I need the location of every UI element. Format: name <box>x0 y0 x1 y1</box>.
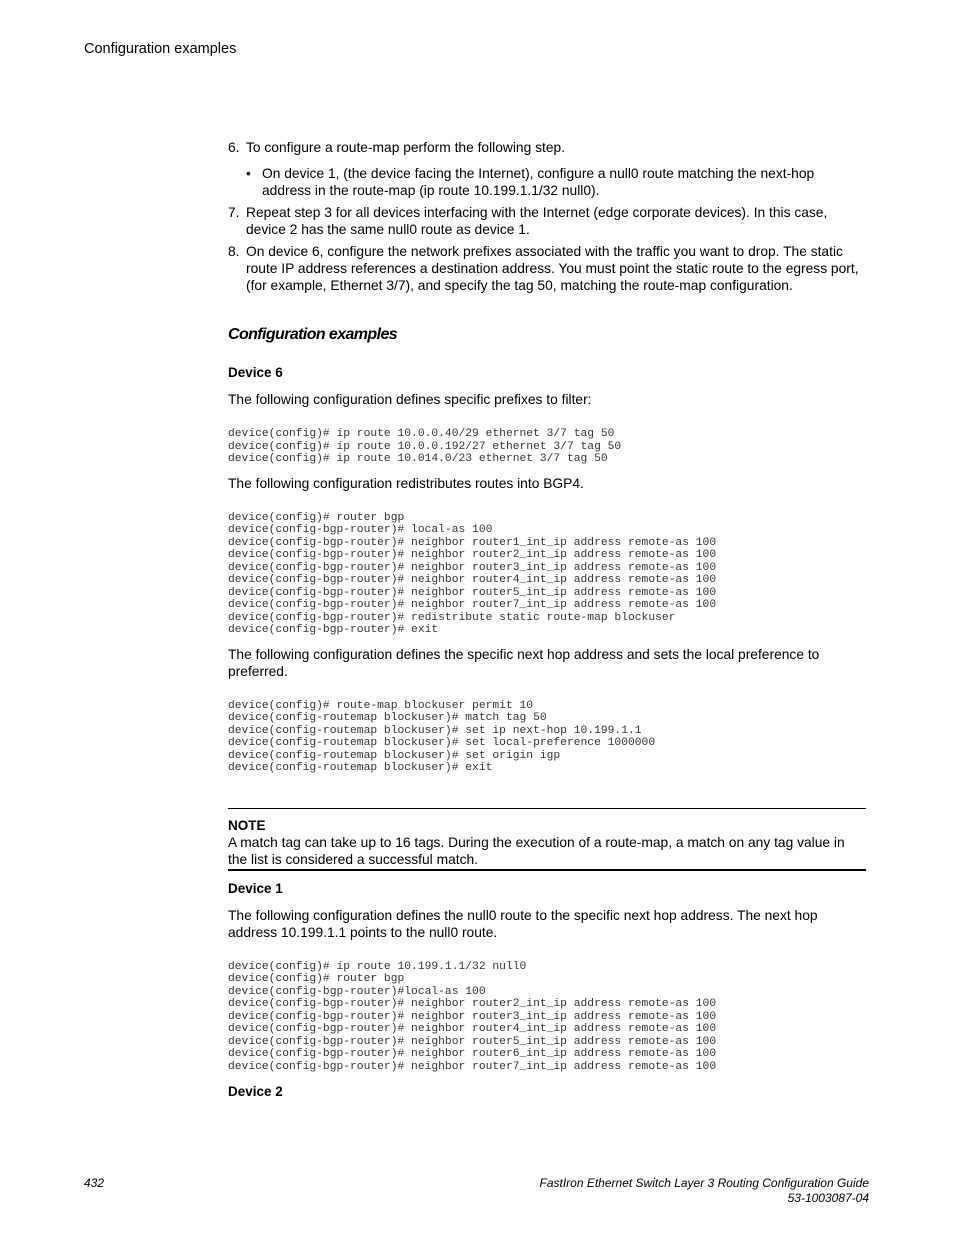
step-8 <box>228 243 866 294</box>
step-number: 8. <box>228 244 240 259</box>
device-1-heading: Device 1 <box>228 880 283 896</box>
step-text: On device 6, configure the network prefixes associated with the traffic you want to drop. The static route IP address references a destination address. You must point the static route to the egress port, (for example, Ethernet 3/7), and specify the tag 50, matching the route-map configuration. <box>246 244 859 293</box>
step-text: Repeat step 3 for all devices interfacing with the Internet (edge corporate devices). In this case, device 2 has the same null0 route as device 1. <box>246 205 828 237</box>
device-6-intro-routemap: The following configuration defines the specific next hop address and sets the local preference to preferred. <box>228 646 820 679</box>
note-text: A match tag can take up to 16 tags. During the execution of a route-map, a match on any tag value in the list is considered a successful match. <box>228 834 845 867</box>
code-block-static-routes: device(config)# ip route 10.0.0.40/29 ethernet 3/7 tag 50 device(config)# ip route 10.0.0.192/27 ethernet 3/7 tag 50 device(config)# ip route 10.014.0/23 ethernet 3/7 tag 50 <box>228 428 622 465</box>
code-block-route-map: device(config)# route-map blockuser permit 10 device(config-routemap blockuser)# match tag 50 device(config-routemap blockuser)# set ip next-hop 10.199.1.1 device(config-routemap blockuser)# set local-preference 1000000 device(config-routemap blockuser)# set origin igp device(config-routemap blockuser)# exit <box>228 699 656 774</box>
device-6-intro-prefixes: The following configuration defines specific prefixes to filter: <box>228 392 592 407</box>
step-6-bullet <box>228 165 866 199</box>
section-heading: Configuration examples <box>228 326 398 343</box>
code-block-device-1: device(config)# ip route 10.199.1.1/32 null0 device(config)# router bgp device(config-bgp-router)#local-as 100 device(config-bgp-router)# neighbor router2_int_ip address remote-as 100 device(config-bgp-router)# neighbor router3_int_ip address remote-as 100 device(config-bgp-router)# neighbor router4_int_ip address remote-as 100 device(config-bgp-router)# neighbor router5_int_ip address remote-as 100 device(config-bgp-router)# neighbor router6_int_ip address remote-as 100 device(config-bgp-router)# neighbor router7_int_ip address remote-as 100 <box>228 960 717 1073</box>
note-box <box>228 808 866 871</box>
page-body <box>228 139 866 1100</box>
step-text: To configure a route-map perform the following step. <box>246 140 566 155</box>
code-block-bgp-redistribute: device(config)# router bgp device(config-bgp-router)# local-as 100 device(config-bgp-router)# neighbor router1_int_ip address remote-as 100 device(config-bgp-router)# neighbor router2_int_ip address remote-as 100 device(config-bgp-router)# neighbor router3_int_ip address remote-as 100 device(config-bgp-router)# neighbor router4_int_ip address remote-as 100 device(config-bgp-router)# neighbor router5_int_ip address remote-as 100 device(config-bgp-router)# neighbor router7_int_ip address remote-as 100 device(config-bgp-router)# redistribute static route-map blockuser device(config-bgp-router)# exit <box>228 511 717 636</box>
device-6-intro-bgp: The following configuration redistributes routes into BGP4. <box>228 475 584 491</box>
page-number: 432 <box>84 1176 105 1190</box>
step-6 <box>228 139 866 156</box>
bullet-text: On device 1, (the device facing the Internet), configure a null0 route matching the next-hop address in the route-map (ip route 10.199.1.1/32 null0). <box>262 166 815 198</box>
step-7 <box>228 204 866 238</box>
device-6-heading: Device 6 <box>228 365 283 380</box>
bullet-symbol: • <box>246 166 251 181</box>
note-label: NOTE <box>228 817 266 833</box>
step-number: 7. <box>228 205 240 220</box>
step-number: 6. <box>228 140 240 155</box>
running-header-title: Configuration examples <box>84 41 237 57</box>
footer-book-info <box>539 1176 869 1206</box>
device-2-heading: Device 2 <box>228 1084 283 1099</box>
book-title: FastIron Ethernet Switch Layer 3 Routing Configuration Guide <box>539 1176 869 1190</box>
document-number: 53-1003087-04 <box>787 1191 869 1205</box>
device-1-intro: The following configuration defines the null0 route to the specific next hop address. The next hop address 10.199.1.1 points to the null0 route. <box>228 907 818 940</box>
